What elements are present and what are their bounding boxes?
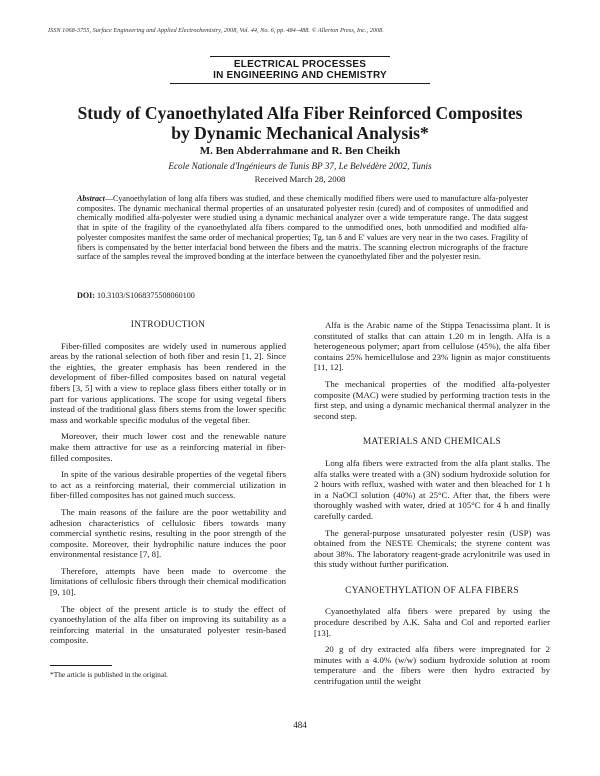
authors: M. Ben Abderrahmane and R. Ben Cheikh <box>199 145 401 157</box>
abstract <box>77 194 528 262</box>
materials-heading: MATERIALS AND CHEMICALS <box>362 437 502 448</box>
paragraph: In spite of the various desirable properties of the vegetal fibers to act as a reinforcing material, their commercial utilization in fiber-filled composites has not gained much success. <box>50 469 286 501</box>
abstract-label: Abstract <box>77 194 105 203</box>
paragraph: The general-purpose unsaturated polyester resin (USP) was obtained from the NESTE Chemicals; the styrene content was about 38%. The laboratory reagent-grade acrylonitrile was used in this study without further purification. <box>314 527 550 570</box>
paragraph: Long alfa fibers were extracted from the alfa plant stalks. The alfa stalks were treated with a (3N) sodium hydroxide solution for 2 hours with reflux, washed with water and then bleached for 1 h in a NaOCl solution (40%) at 25°C. After that, the fibers were thoroughly washed with water, dried at 105°C for 4 h and finally carefully carded. <box>314 457 550 521</box>
paragraph: The object of the present article is to study the effect of cyanoethylation of the alfa fiber on improving its suitability as a reinforcing material in the unsaturated polyester resin-based composite. <box>50 603 286 646</box>
paragraph: The mechanical properties of the modified alfa-polyester composite (MAC) were studied by performing traction tests in the first step, and using a dynamic mechanical thermal analyzer in the second step. <box>314 378 550 421</box>
paragraph: Alfa is the Arabic name of the Stippa Tenacissima plant. It is constituted of stalks that can attain 1.20 m in length. Alfa is a heterogeneous polymer; apart from cellulose (45%), the alfa fiber contains 25% hemicellulose and 23% lignin as major constituents [11, 12]. <box>314 320 550 373</box>
cyanoethylation-heading: CYANOETHYLATION OF ALFA FIBERS <box>345 585 519 596</box>
paragraph: 20 g of dry extracted alfa fibers were impregnated for 2 minutes with a 4.0% (w/w) sodium hydroxide solution at room temperature and the fibers were then hydro extracted by centrifugation until the weight <box>314 644 550 687</box>
paragraph: Cyanoethylated alfa fibers were prepared by using the procedure described by A.K. Saha and Col and reported earlier [13]. <box>314 606 550 638</box>
doi <box>77 291 377 300</box>
paragraph: Fiber-filled composites are widely used in numerous applied areas by the rational selection of both fiber and resin [1, 2]. Since the eighties, the greater emphasis has been rendered in the development of fiber-filled composites based on natural vegetal fibers [3, 5] with a view to replace glass fibers either totally or in part for various applications. The scope for using vegetal fibers instead of the traditional glass fibers stems from the lower specific mass and workable specific modulus of the vegetal fiber. <box>50 340 286 425</box>
title-line-2: by Dynamic Mechanical Analysis* <box>171 123 429 143</box>
paragraph: The main reasons of the failure are the poor wettability and adhesion characteristics of cellulosic fibers towards many commercial synthetic resins, resulting in the poor strength of the composite. Moreover, their hydrophilic nature induces the poor environmental resistance [7, 8]. <box>50 506 286 560</box>
abstract-text: —Cyanoethylation of long alfa fibers was studied, and these chemically modified fibers were used to manufacture alfa-polyester composites. The dynamic mechanical thermal properties of an unsaturated polyester resin (cured) and of composites of unmodified and chemically modified alfa-polyester were studied using a dynamic mechanical analyzer over a wide temperature range. The data suggest that in spite of the fragility of the cyanoethylated alfa fibers compared to the unmodified ones, both unmodified and modified alfa-polyester composites manifest the same order of mechanical properties; Tg, tan δ and E' values are very near in the two cases. Fragility of fibers is compensated by the better interfacial bond between the fibers and the matrix. The scanning electron micrographs of the fracture surface of the samples reveal the improved bonding at the interface between the cyanoethylated fiber and the polyester resin. <box>77 194 528 262</box>
article-title <box>40 103 560 143</box>
section-line-2: IN ENGINEERING AND CHEMISTRY <box>213 70 387 81</box>
paragraph: Therefore, attempts have been made to overcome the limitations of cellulosic fibers through their chemical modification [9, 10]. <box>50 565 286 598</box>
journal-citation: ISSN 1068-3755, Surface Engineering and Applied Electrochemistry, 2008, Vol. 44, No. 6, pp. 484–488. © Allerton Press, Inc., 2008. <box>48 27 384 34</box>
section-rule-top <box>210 56 390 57</box>
received-date: Received March 28, 2008 <box>254 174 346 184</box>
footnote-rule <box>50 665 112 666</box>
doi-label: DOI: <box>77 291 95 300</box>
paragraph: Moreover, their much lower cost and the renewable nature make them attractive for use as a reinforcing material in fiber-filled composites. <box>50 431 286 463</box>
left-column <box>50 320 286 652</box>
doi-value: 10.3103/S1068375508060100 <box>97 291 195 300</box>
spacer <box>314 427 550 437</box>
spacer <box>314 576 550 586</box>
footnote: *The article is published in the original. <box>50 670 169 679</box>
section-rule-bottom <box>170 83 430 84</box>
right-column <box>314 320 550 693</box>
title-line-1: Study of Cyanoethylated Alfa Fiber Reinforced Composites <box>77 103 523 123</box>
affiliation: Ecole Nationale d'Ingénieurs de Tunis BP 37, Le Belvédère 2002, Tunis <box>168 161 432 171</box>
section-heading <box>150 56 450 84</box>
introduction-heading: INTRODUCTION <box>130 320 206 330</box>
page-number: 484 <box>293 720 307 730</box>
section-line-1: ELECTRICAL PROCESSES <box>233 59 367 70</box>
